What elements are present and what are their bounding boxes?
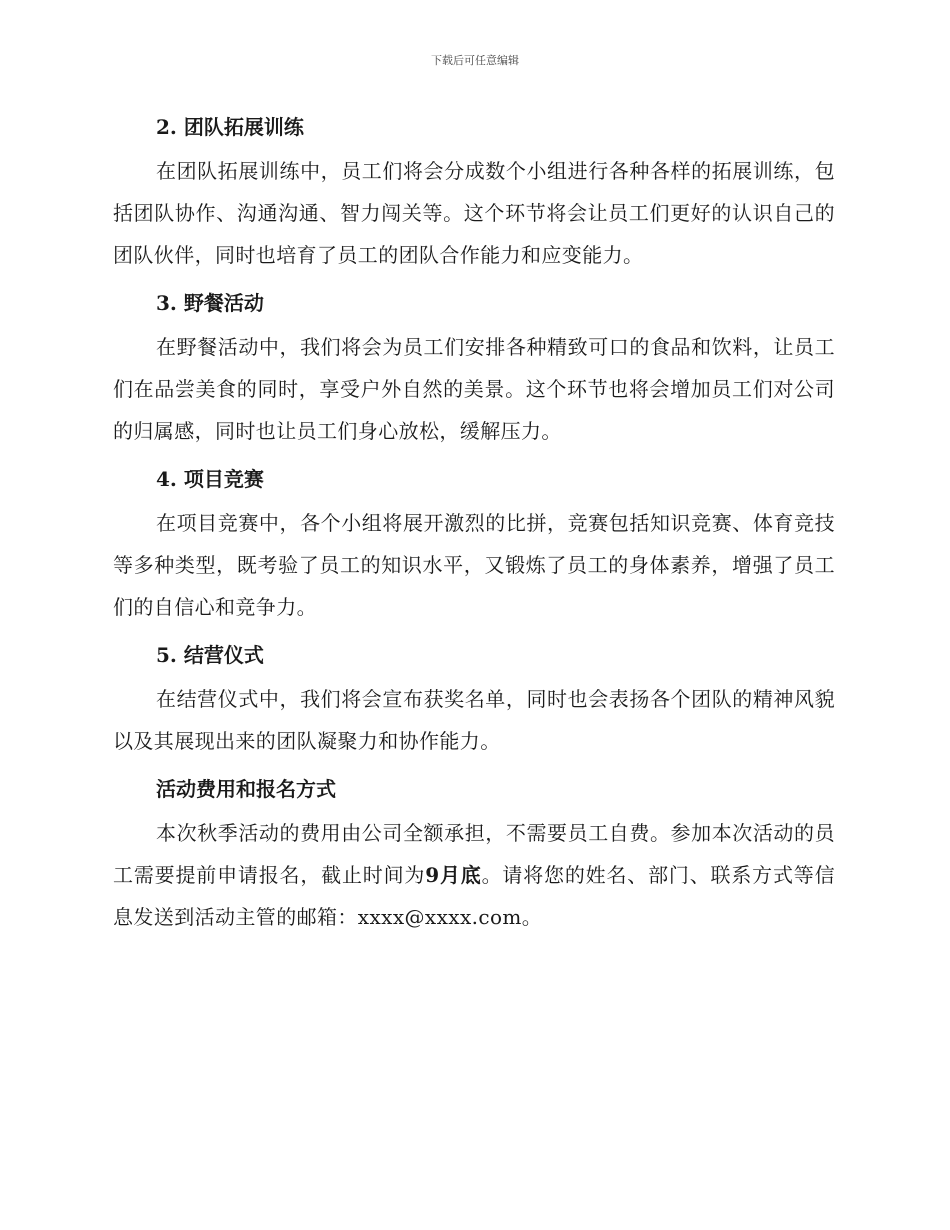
header-note: 下载后可任意编辑: [431, 54, 519, 67]
section-body-contest: 在项目竞赛中，各个小组将展开激烈的比拼，竞赛包括知识竞赛、体育竞技等多种类型，既考验了员工的知识水平，又锻炼了员工的身体素养，增强了员工们的自信心和竞争力。: [113, 511, 835, 619]
section-body-fees: [113, 812, 835, 938]
document-body: [113, 110, 835, 938]
section-heading-picnic: 3. 野餐活动: [156, 291, 264, 315]
section-heading-contest: 4. 项目竞赛: [156, 467, 264, 491]
section-body-closing: 在结营仪式中，我们将会宣布获奖名单，同时也会表扬各个团队的精神风貌以及其展现出来的团队凝聚力和协作能力。: [113, 687, 835, 753]
section-body-picnic: 在野餐活动中，我们将会为员工们安排各种精致可口的食品和饮料，让员工们在品尝美食的同时，享受户外自然的美景。这个环节也将会增加员工们对公司的归属感，同时也让员工们身心放松，缓解压力。: [113, 335, 835, 443]
section-heading-closing: 5. 结营仪式: [156, 643, 264, 667]
deadline-text: 9月底: [425, 863, 482, 887]
section-body-team-training: 在团队拓展训练中，员工们将会分成数个小组进行各种各样的拓展训练，包括团队协作、沟通沟通、智力闯关等。这个环节将会让员工们更好的认识自己的团队伙伴，同时也培育了员工的团队合作能力和应变能力。: [113, 159, 835, 267]
fees-text-part1: 本次秋季活动的费用由公司全额承担，不需要员工自费。参加本次活动的员工需要提前申请报名，截止时间为: [113, 821, 835, 887]
section-heading-team-training: 2. 团队拓展训练: [156, 115, 304, 139]
fees-text-part2: 。请将您的姓名、部门、联系方式等信息发送到活动主管的邮箱：xxxx@xxxx.com。: [113, 863, 835, 929]
section-heading-fees: 活动费用和报名方式: [156, 777, 336, 801]
